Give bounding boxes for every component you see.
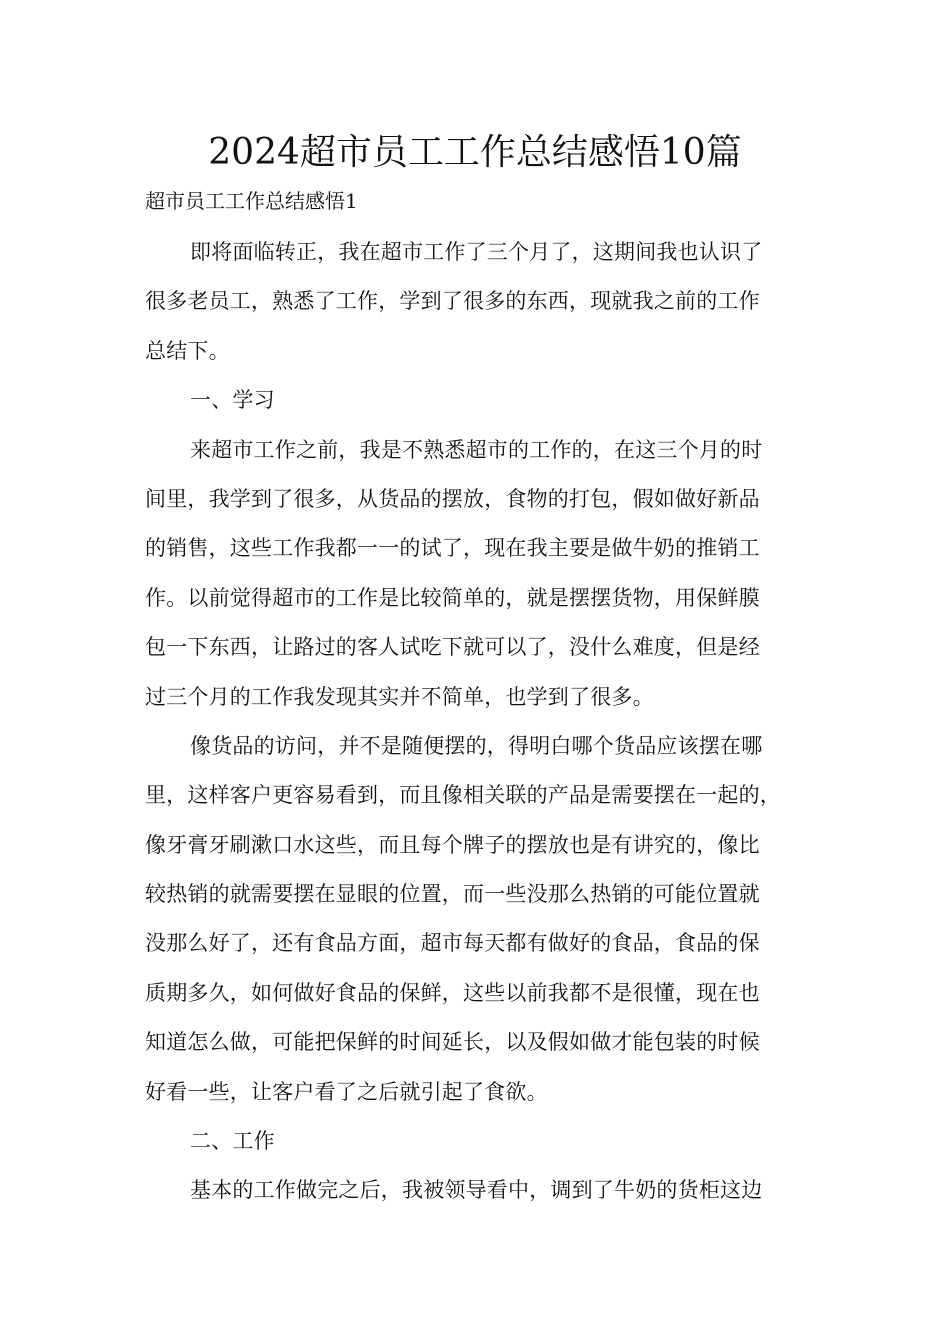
text-line: 来超市工作之前，我是不熟悉超市的工作的，在这三个月的时: [190, 437, 763, 462]
text-line: 即将面临转正，我在超市工作了三个月了，这期间我也认识了: [190, 240, 763, 264]
text-line: 作。以前觉得超市的工作是比较简单的，就是摆摆货物，用保鲜膜: [145, 585, 760, 610]
section-heading: 二、工作: [190, 1129, 275, 1154]
text-line: 总结下。: [145, 338, 230, 363]
section-heading: 一、学习: [190, 388, 275, 413]
text-line: 像货品的访问，并不是随便摆的，得明白哪个货品应该摆在哪: [190, 733, 763, 758]
text-line: 里，这样客户更容易看到，而且像相关联的产品是需要摆在一起的，: [145, 783, 781, 808]
text-line: 质期多久，如何做好食品的保鲜，这些以前我都不是很懂，现在也: [145, 980, 760, 1005]
text-line: 包一下东西，让路过的客人试吃下就可以了，没什么难度，但是经: [145, 635, 760, 660]
text-line: 没那么好了，还有食品方面，超市每天都有做好的食品，食品的保: [145, 931, 760, 956]
document-title: 2024超市员工工作总结感悟10篇: [208, 132, 742, 173]
text-line: 好看一些，让客户看了之后就引起了食欲。: [145, 1079, 548, 1104]
text-line: 很多老员工，熟悉了工作，学到了很多的东西，现就我之前的工作: [145, 289, 760, 314]
text-line: 基本的工作做完之后，我被领导看中，调到了牛奶的货柜这边: [190, 1178, 763, 1203]
text-line: 较热销的就需要摆在显眼的位置，而一些没那么热销的可能位置就: [145, 882, 760, 907]
text-line: 的销售，这些工作我都一一的试了，现在我主要是做牛奶的推销工: [145, 536, 760, 561]
section-subtitle: 超市员工工作总结感悟1: [145, 189, 358, 213]
text-line: 间里，我学到了很多，从货品的摆放，食物的打包，假如做好新品: [145, 486, 760, 511]
text-line: 过三个月的工作我发现其实并不简单，也学到了很多。: [145, 684, 654, 709]
text-line: 知道怎么做，可能把保鲜的时间延长，以及假如做才能包装的时候: [145, 1030, 760, 1055]
document-body: [145, 228, 817, 1216]
text-line: 像牙膏牙刷漱口水这些，而且每个牌子的摆放也是有讲究的，像比: [145, 832, 760, 857]
